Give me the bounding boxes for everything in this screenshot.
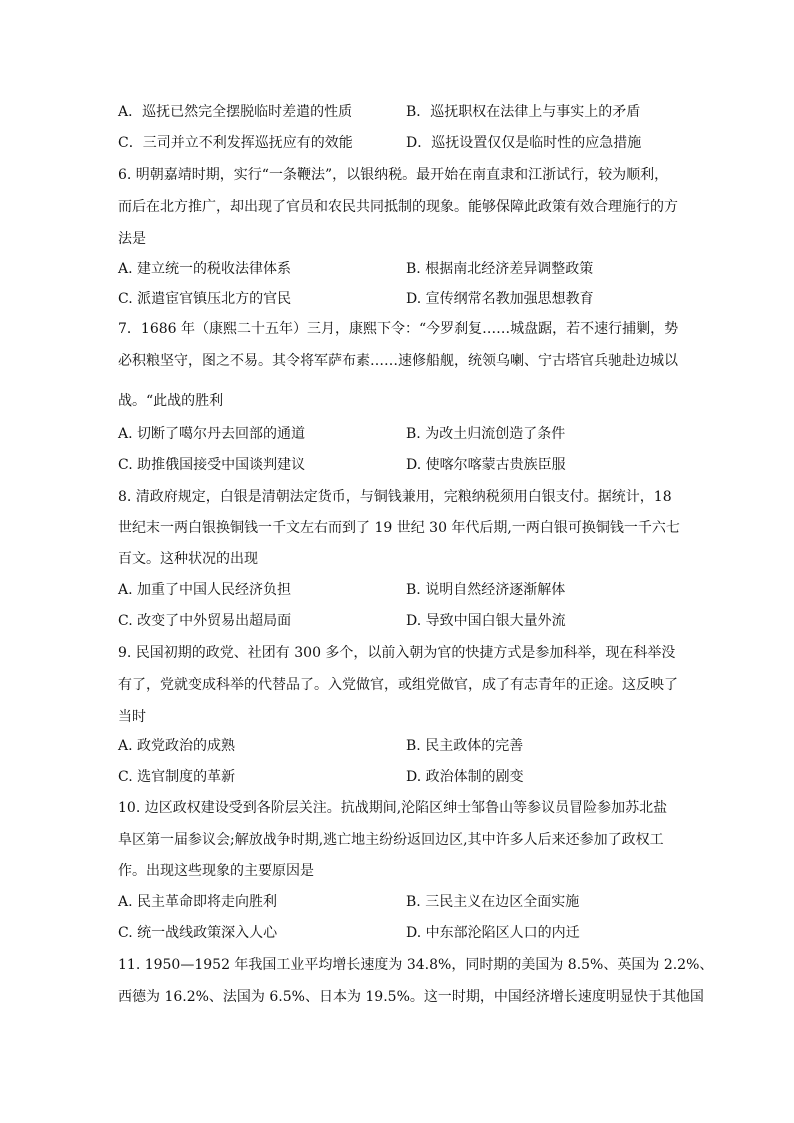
q7-option-d: D. 使喀尔喀蒙古贵族臣服 [406,457,566,473]
q9-option-d: D. 政治体制的剧变 [406,769,524,785]
q11-line-1: 11. 1950—1952 年我国工业平均增长速度为 34.8%，同时期的美国为 8.5%、英国为 2.2%、 [118,957,714,973]
q8-option-d: D. 导致中国白银大量外流 [406,613,566,629]
q9-options-row-1 [118,735,718,757]
q5-option-d: D．巡抚设置仅仅是临时性的应急措施 [406,135,642,151]
q10-options-row-1 [118,891,718,913]
q6-options-row-1 [118,258,718,280]
q9-option-c: C. 选官制度的革新 [118,769,236,785]
q8-options-row-2 [118,610,718,632]
q8-option-b: B. 说明自然经济逐渐解体 [406,582,566,598]
q7-line-1: 7．1686 年（康熙二十五年）三月，康熙下令：“今罗刹复……城盘踞，若不速行捕剿，势 [118,321,679,337]
q10-option-c: C. 统一战线政策深入人心 [118,925,278,941]
q10-option-d: D. 中东部沦陷区人口的内迁 [406,925,580,941]
q6-line-3: 法是 [118,231,146,247]
q5-option-b: B．巡抚职权在法律上与事实上的矛盾 [406,104,641,120]
q6-option-b: B. 根据南北经济差异调整政策 [406,261,594,277]
q6-options-row-2 [118,288,718,310]
q8-line-1: 8. 清政府规定，白银是清朝法定货币，与铜钱兼用，完粮纳税须用白银支付。据统计，18 [118,489,672,505]
q10-option-a: A. 民主革命即将走向胜利 [118,894,278,910]
q8-option-c: C. 改变了中外贸易出超局面 [118,613,292,629]
q6-option-c: C. 派遣宦官镇压北方的官民 [118,291,292,307]
q7-options-row-2 [118,454,718,476]
q6-line-1: 6. 明朝嘉靖时期，实行“一条鞭法”，以银纳税。最开始在南直隶和江浙试行，较为顺利， [118,167,669,183]
q7-line-3: 战。“此战的胜利 [118,393,224,409]
q9-line-2: 有了，党就变成科举的代替品了。入党做官，或组党做官，成了有志青年的正途。这反映了 [118,677,678,693]
q9-line-3: 当时 [118,709,146,725]
q5-options-row-1 [118,101,718,123]
q6-option-d: D. 宣传纲常名教加强思想教育 [406,291,594,307]
q7-option-b: B. 为改土归流创造了条件 [406,426,566,442]
q7-option-a: A. 切断了噶尔丹去回部的通道 [118,426,306,442]
q5-options-row-2 [118,132,718,154]
q8-line-2: 世纪末一两白银换铜钱一千文左右而到了 19 世纪 30 年代后期,一两白银可换铜钱一千六七 [118,520,680,536]
q9-options-row-2 [118,766,718,788]
q8-options-row-1 [118,579,718,601]
q9-option-b: B. 民主政体的完善 [406,738,524,754]
q6-option-a: A. 建立统一的税收法律体系 [118,261,292,277]
q5-option-a: A．巡抚已然完全摆脱临时差遣的性质 [118,104,353,120]
q7-options-row-1 [118,423,718,445]
q7-line-2: 必积粮坚守，图之不易。其令将军萨布素……速修船舰，统领乌喇、宁古塔官兵驰赴边城以 [118,353,678,369]
q10-line-1: 10. 边区政权建设受到各阶层关注。抗战期间,沦陷区绅士邹鲁山等参议员冒险参加苏北盐 [118,800,668,816]
q8-option-a: A. 加重了中国人民经济负担 [118,582,292,598]
q10-options-row-2 [118,922,718,944]
q5-option-c: C．三司并立不利发挥巡抚应有的效能 [118,135,353,151]
q10-line-3: 作。出现这些现象的主要原因是 [118,863,314,879]
q8-line-3: 百文。这种状况的出现 [118,551,258,567]
q10-option-b: B. 三民主义在边区全面实施 [406,894,580,910]
q9-option-a: A. 政党政治的成熟 [118,738,236,754]
q9-line-1: 9. 民国初期的政党、社团有 300 多个，以前入朝为官的快捷方式是参加科举，现在科举没 [118,645,676,661]
q11-line-2: 西德为 16.2%、法国为 6.5%、日本为 19.5%。这一时期，中国经济增长速度明显快于其他国 [118,989,704,1005]
q10-line-2: 阜区第一届参议会;解放战争时期,逃亡地主纷纷返回边区,其中许多人后来还参加了政权工 [118,832,664,848]
q7-option-c: C. 助推俄国接受中国谈判建议 [118,457,306,473]
q6-line-2: 而后在北方推广，却出现了官员和农民共同抵制的现象。能够保障此政策有效合理施行的方 [118,199,678,215]
